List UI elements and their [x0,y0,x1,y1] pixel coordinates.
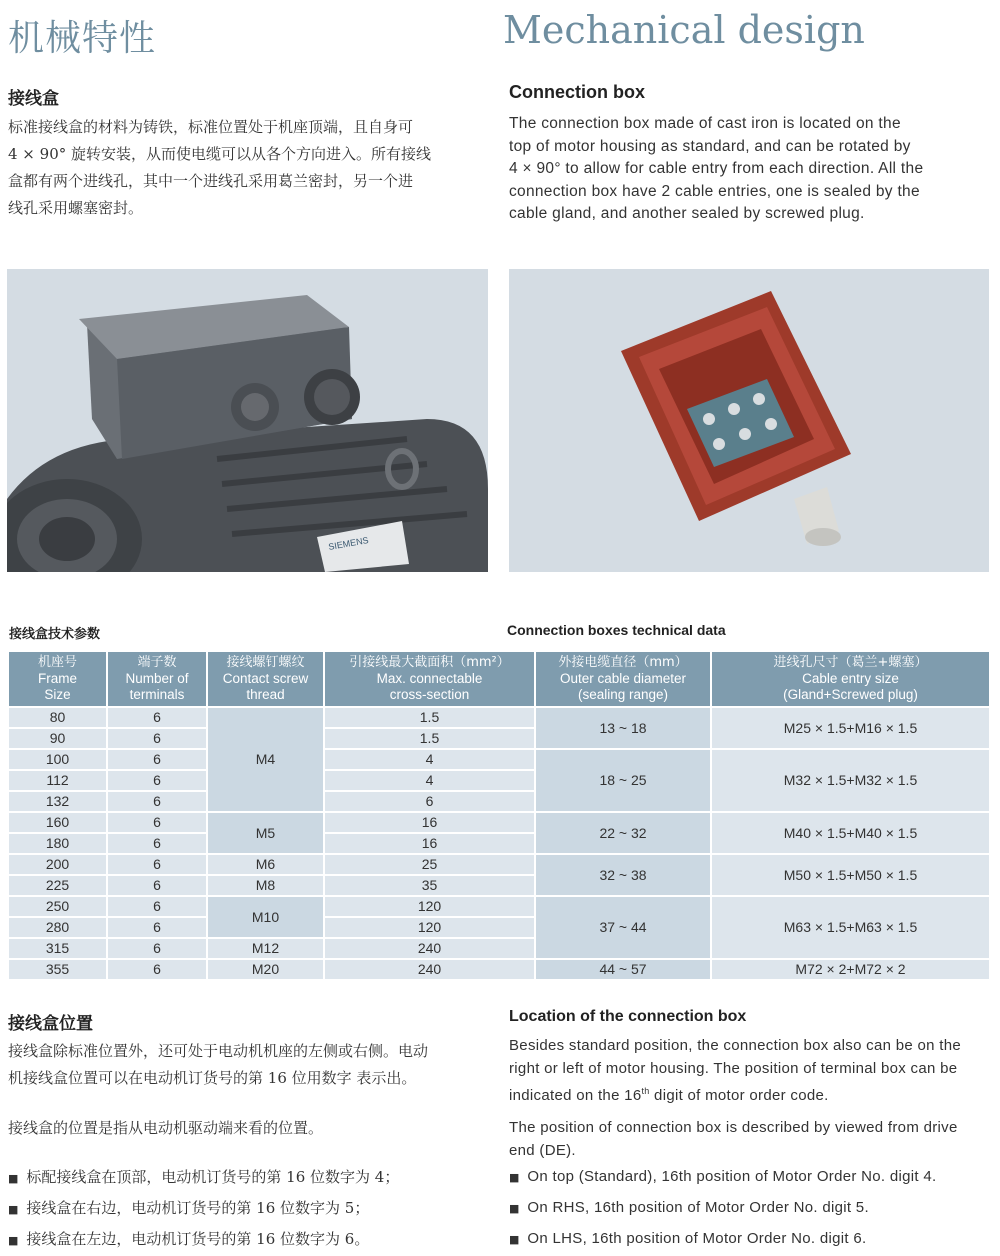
terminals-cell: 6 [107,959,207,980]
frame-cell: 180 [8,833,107,854]
bullet-square-icon: ■ [509,1171,520,1184]
text-line: The position of connection box is described by viewed from drive [509,1119,958,1136]
frame-cell: 225 [8,875,107,896]
text-line: 4 × 90° to allow for cable entry from each direction. All the [509,160,924,177]
thread-cell: M6 [207,854,324,875]
thread-cell: M20 [207,959,324,980]
cross-section-cell: 16 [324,833,535,854]
terminals-cell: 6 [107,707,207,728]
table-row [8,854,990,875]
thread-cell: M12 [207,938,324,959]
text-line: right or left of motor housing. The position of terminal box can be [509,1059,958,1077]
header-cable-entry: 进线孔尺寸（葛兰+螺塞） Cable entry size (Gland+Screwed plug) [711,651,990,707]
bullet-list-cn [8,1164,490,1256]
connection-box-text-cn [8,114,490,222]
entry-cell: M72 × 2+M72 × 2 [711,959,990,980]
cross-section-cell: 1.5 [324,707,535,728]
frame-cell: 250 [8,896,107,917]
header-contact-screw: 接线螺钉螺纹 Contact screw thread [207,651,324,707]
header-cross-section: 引接线最大截面积（mm²） Max. connectable cross-section [324,651,535,707]
entry-cell: M63 × 1.5+M63 × 1.5 [711,896,990,959]
diameter-cell: 44 ~ 57 [535,959,711,980]
terminals-cell: 6 [107,791,207,812]
location-note-cn: 接线盒的位置是指从电动机驱动端来看的位置。 [8,1119,324,1137]
diameter-cell: 32 ~ 38 [535,854,711,896]
text-line: 4 × 90° 旋转安装，从而使电缆可以从各个方向进入。所有接线 [8,145,432,163]
text-line: 盒都有两个进线孔，其中一个进线孔采用葛兰密封，另一个进 [8,172,414,190]
bullet-square-icon: ■ [8,1234,19,1247]
frame-cell: 90 [8,728,107,749]
thread-cell: M4 [207,707,324,812]
cross-section-cell: 240 [324,959,535,980]
terminals-cell: 6 [107,728,207,749]
location-heading-cn: 接线盒位置 [8,1014,93,1034]
text-line: 接线盒除标准位置外，还可处于电动机机座的左侧或右侧。电动 [8,1042,429,1060]
terminals-cell: 6 [107,917,207,938]
list-item: ■ On LHS, 16th position of Motor Order No. digit 6. [509,1230,867,1247]
frame-cell: 112 [8,770,107,791]
list-item: ■ 接线盒在左边，电动机订货号的第 16 位数字为 6。 [8,1230,370,1248]
cross-section-cell: 120 [324,896,535,917]
diameter-cell: 22 ~ 32 [535,812,711,854]
entry-cell: M50 × 1.5+M50 × 1.5 [711,854,990,896]
cross-section-cell: 25 [324,854,535,875]
text-line: 标准接线盒的材料为铸铁，标准位置处于机座顶端，且自身可 [8,118,414,136]
text-line: indicated on the 16th digit of motor order code. [509,1086,829,1104]
cross-section-cell: 4 [324,749,535,770]
page-title-cn: 机械特性 [8,18,157,59]
text-line: cable gland, and another sealed by screwed plug. [509,205,865,222]
cross-section-cell: 16 [324,812,535,833]
frame-cell: 315 [8,938,107,959]
cross-section-cell: 240 [324,938,535,959]
location-heading-en: Location of the connection box [509,1008,747,1025]
terminals-cell: 6 [107,875,207,896]
terminals-cell: 6 [107,812,207,833]
header-frame-size: 机座号 Frame Size [8,651,107,707]
bullet-list-en [509,1166,989,1256]
terminals-cell: 6 [107,833,207,854]
list-item: ■ On top (Standard), 16th position of Motor Order No. digit 4. [509,1168,937,1185]
terminals-cell: 6 [107,749,207,770]
bullet-square-icon: ■ [8,1172,19,1185]
entry-cell: M32 × 1.5+M32 × 1.5 [711,749,990,812]
thread-cell: M5 [207,812,324,854]
entry-cell: M25 × 1.5+M16 × 1.5 [711,707,990,749]
location-text-en [509,1035,989,1108]
text-line: connection box have 2 cable entries, one is sealed by the [509,182,920,200]
table-row [8,812,990,833]
frame-cell: 160 [8,812,107,833]
connection-box-illustration [509,269,989,572]
terminals-cell: 6 [107,854,207,875]
text-line: 线孔采用螺塞密封。 [8,199,144,217]
frame-cell: 100 [8,749,107,770]
cross-section-cell: 1.5 [324,728,535,749]
frame-cell: 132 [8,791,107,812]
list-item: ■ 标配接线盒在顶部，电动机订货号的第 16 位数字为 4； [8,1168,400,1186]
motor-illustration [7,269,488,572]
diameter-cell: 18 ~ 25 [535,749,711,812]
page-title-en: Mechanical design [503,8,865,52]
bullet-square-icon: ■ [8,1203,19,1216]
text-line: Besides standard position, the connection box also can be on the [509,1037,961,1054]
frame-cell: 355 [8,959,107,980]
text-line: top of motor housing as standard, and can be rotated by [509,137,911,155]
table-header-row [8,651,990,707]
connection-box-text-en [509,113,989,226]
svg-text:SIEMENS: SIEMENS [327,535,370,552]
connection-box-heading-cn: 接线盒 [8,89,59,109]
terminals-cell: 6 [107,896,207,917]
cross-section-cell: 6 [324,791,535,812]
thread-cell: M10 [207,896,324,938]
text-line: end (DE). [509,1141,576,1159]
connection-box-data-table [7,650,991,981]
frame-cell: 280 [8,917,107,938]
frame-cell: 80 [8,707,107,728]
list-item: ■ 接线盒在右边，电动机订货号的第 16 位数字为 5； [8,1199,370,1217]
text-line: The connection box made of cast iron is located on the [509,115,901,132]
connection-box-heading-en: Connection box [509,82,645,102]
diameter-cell: 37 ~ 44 [535,896,711,959]
text-line: 机接线盒位置可以在电动机订货号的第 16 位用数字 表示出。 [8,1069,417,1087]
diameter-cell: 13 ~ 18 [535,707,711,749]
motor-connection-box-photo [7,269,488,572]
list-item: ■ On RHS, 16th position of Motor Order No. digit 5. [509,1199,869,1216]
bullet-square-icon: ■ [509,1202,520,1215]
location-note-en [509,1117,989,1162]
header-terminals: 端子数 Number of terminals [107,651,207,707]
terminals-cell: 6 [107,938,207,959]
header-cable-diameter: 外接电缆直径（mm） Outer cable diameter (sealing range) [535,651,711,707]
table-row [8,959,990,980]
thread-cell: M8 [207,875,324,896]
table-row [8,896,990,917]
cross-section-cell: 120 [324,917,535,938]
table-row [8,707,990,728]
entry-cell: M40 × 1.5+M40 × 1.5 [711,812,990,854]
table-caption-cn: 接线盒技术参数 [9,627,101,642]
location-text-cn [8,1038,490,1092]
table-caption-en: Connection boxes technical data [507,622,726,638]
cross-section-cell: 4 [324,770,535,791]
table-row [8,749,990,770]
cross-section-cell: 35 [324,875,535,896]
terminals-cell: 6 [107,770,207,791]
bullet-square-icon: ■ [509,1233,520,1246]
opened-connection-box-photo [509,269,989,572]
frame-cell: 200 [8,854,107,875]
